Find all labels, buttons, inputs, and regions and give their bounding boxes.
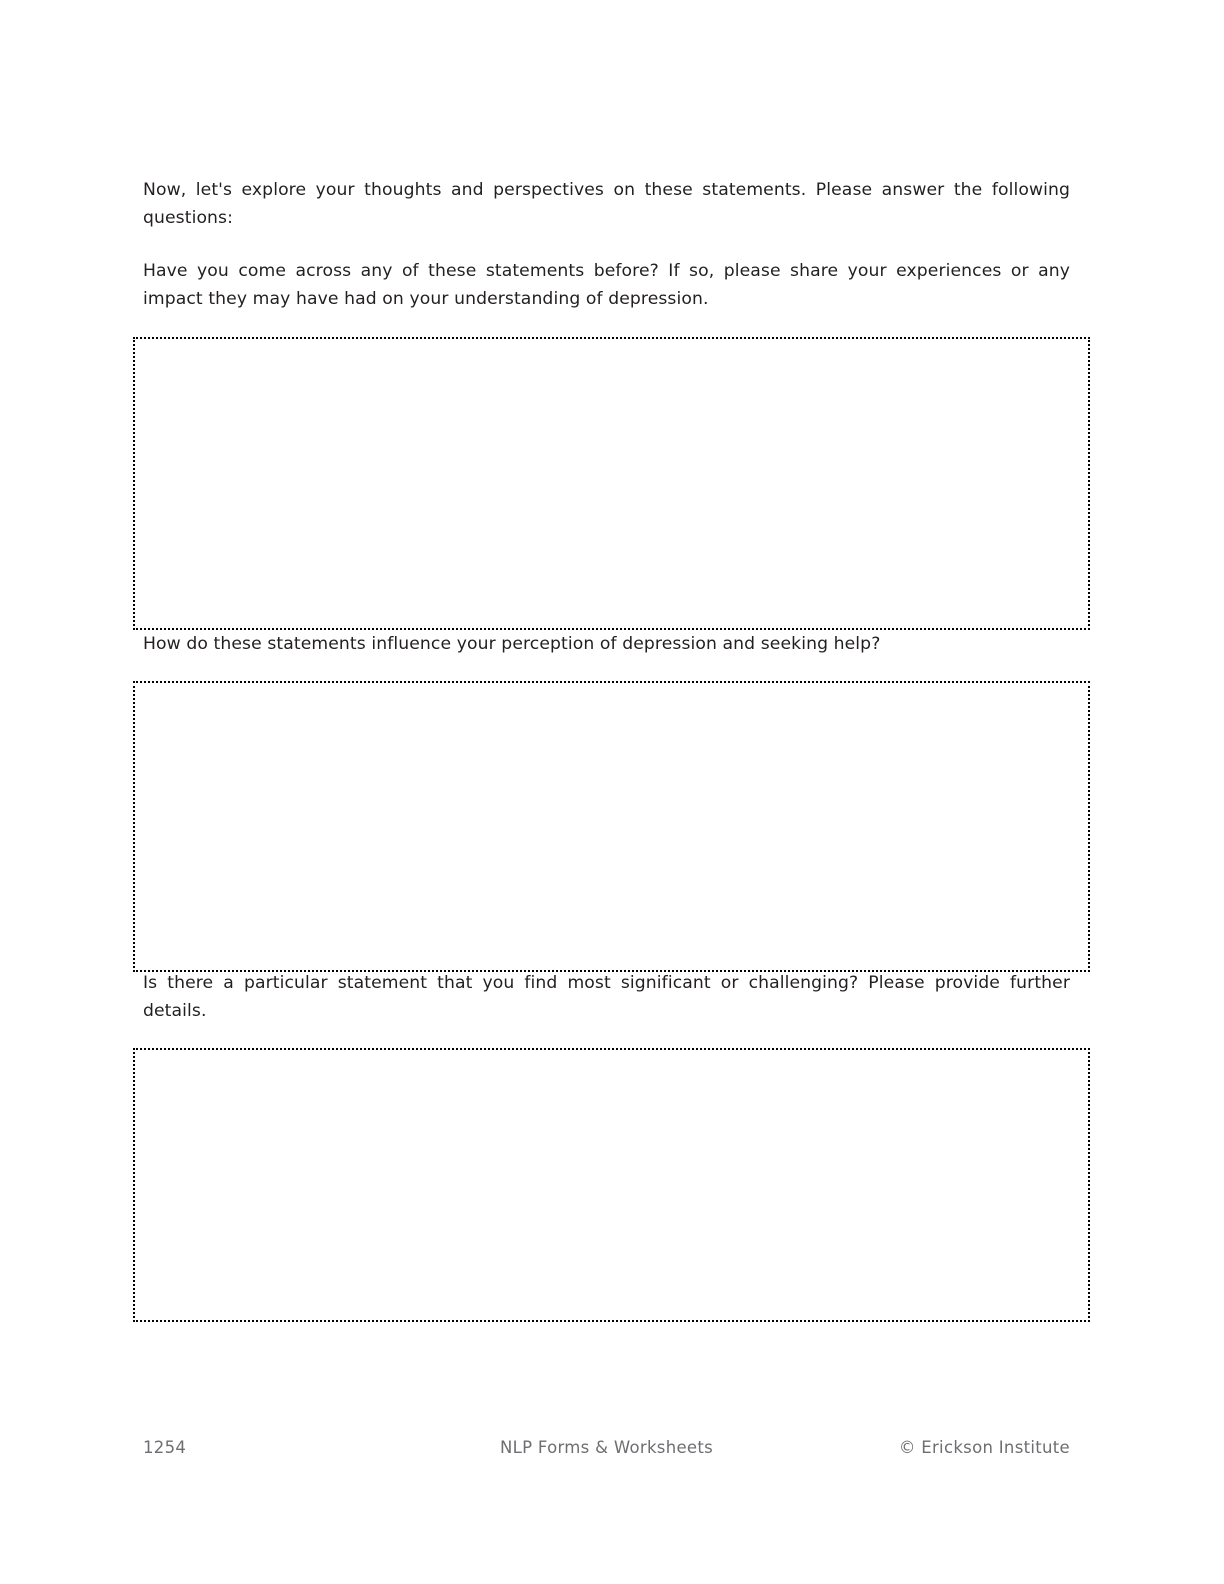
footer-copyright: © Erickson Institute <box>898 1438 1070 1457</box>
intro-paragraph: Now, let's explore your thoughts and perspectives on these statements. Please answer the following questions: <box>143 180 1070 228</box>
question-content <box>143 176 1070 313</box>
question-1-prompt: Have you come across any of these statements before? If so, please share your experiences or any impact they may have had on your understanding of depression. <box>143 261 1070 309</box>
question-2-prompt: How do these statements influence your perception of depression and seeking help? <box>143 634 881 654</box>
answer-box-3[interactable] <box>133 1048 1090 1322</box>
question-3-prompt: Is there a particular statement that you find most significant or challenging? Please provide further details. <box>143 973 1070 1021</box>
footer-title: NLP Forms & Worksheets <box>499 1438 714 1457</box>
page-footer <box>143 1435 1070 1461</box>
answer-box-2[interactable] <box>133 681 1090 972</box>
footer-page-number: 1254 <box>143 1438 187 1457</box>
answer-box-1[interactable] <box>133 337 1090 630</box>
